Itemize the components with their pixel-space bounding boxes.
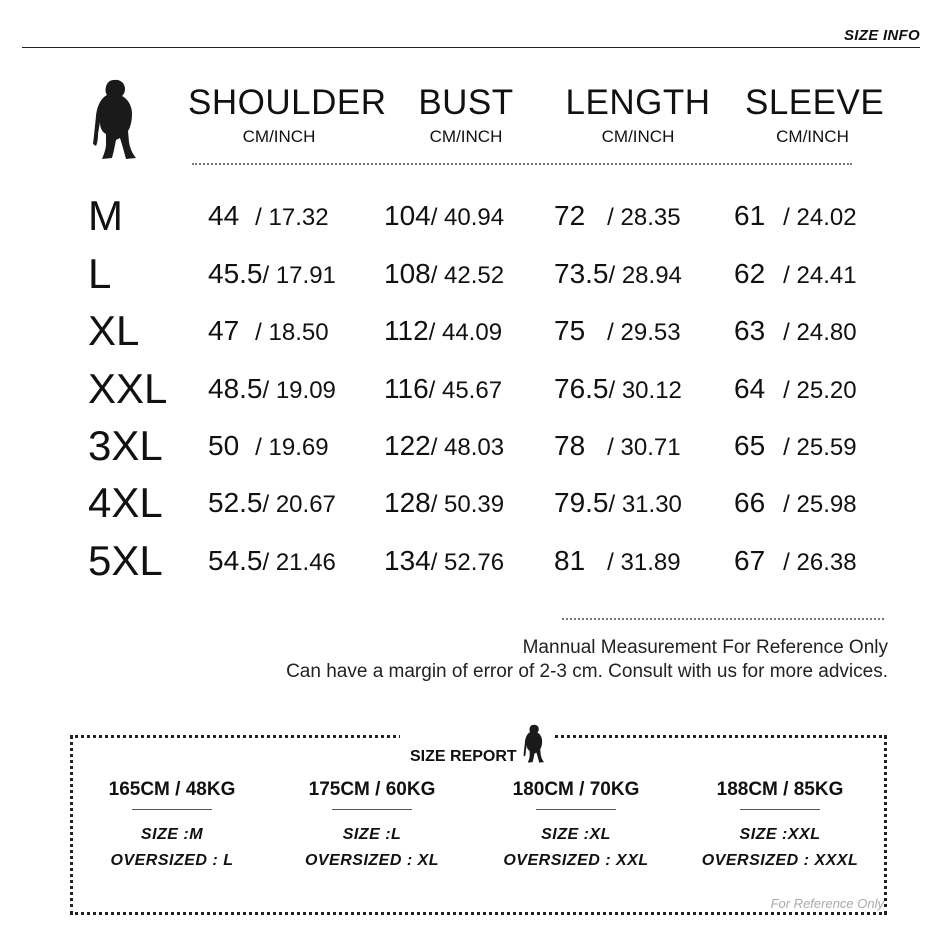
table-cell-sleeve <box>734 260 857 288</box>
inch-value: / 20.67 <box>262 491 336 518</box>
recommended-size: SIZE :M <box>140 826 204 843</box>
cm-value: 63 <box>734 315 766 346</box>
oversized-size: OVERSIZED : XL <box>304 852 440 869</box>
size-report-item <box>282 780 462 874</box>
inch-value: / 25.98 <box>783 491 857 518</box>
column-header-bust <box>390 85 542 145</box>
column-header-sleeve <box>745 83 885 146</box>
cm-value: 62 <box>734 258 766 289</box>
table-cell-length <box>554 432 681 460</box>
inch-value: / 17.32 <box>255 204 329 231</box>
table-cell-bust <box>384 375 502 403</box>
table-cell-bust <box>384 489 504 517</box>
table-cell-shoulder <box>208 202 329 230</box>
height-weight: 165CM / 48KG <box>108 779 236 800</box>
table-cell-shoulder <box>208 489 336 517</box>
size-label: 5XL <box>88 537 163 584</box>
header-dotted-divider <box>192 163 852 165</box>
column-title: BUST <box>418 83 514 122</box>
cm-value: 108 <box>384 258 431 289</box>
column-unit: CM/INCH <box>242 127 316 146</box>
cm-value: 78 <box>554 430 586 461</box>
size-info-tag: SIZE INFO <box>843 27 920 44</box>
size-report-item <box>486 780 666 874</box>
cm-value: 73.5 <box>554 258 609 289</box>
inch-value: / 21.46 <box>262 549 336 576</box>
table-cell-sleeve <box>734 547 857 575</box>
table-cell-shoulder <box>208 432 329 460</box>
table-cell-shoulder <box>208 375 336 403</box>
cm-value: 116 <box>384 373 429 404</box>
inch-value: / 28.94 <box>608 262 682 289</box>
size-label: L <box>88 250 112 297</box>
table-cell-bust <box>384 260 504 288</box>
table-cell-bust <box>384 547 504 575</box>
inch-value: / 26.38 <box>783 549 857 576</box>
table-cell-length <box>554 375 682 403</box>
inch-value: / 31.89 <box>607 549 681 576</box>
table-cell-bust <box>384 432 504 460</box>
cm-value: 64 <box>734 373 766 404</box>
size-report-item <box>690 780 870 874</box>
column-unit: CM/INCH <box>601 127 675 146</box>
table-cell-shoulder <box>208 317 329 345</box>
cm-value: 52.5 <box>208 487 263 518</box>
table-cell-length <box>554 547 681 575</box>
table-cell-shoulder <box>208 260 336 288</box>
column-unit: CM/INCH <box>429 127 503 146</box>
inch-value: / 25.20 <box>783 377 857 404</box>
table-cell-sleeve <box>734 489 857 517</box>
inch-value: / 48.03 <box>430 434 505 461</box>
cm-value: 79.5 <box>554 487 609 518</box>
cm-value: 67 <box>734 545 766 576</box>
inch-value: / 30.71 <box>607 434 681 461</box>
cm-value: 81 <box>554 545 586 576</box>
inch-value: / 31.30 <box>608 491 682 518</box>
cm-value: 122 <box>384 430 431 461</box>
inch-value: / 19.09 <box>262 377 336 404</box>
oversized-size: OVERSIZED : XXL <box>503 852 649 869</box>
cm-value: 61 <box>734 200 766 231</box>
table-cell-sleeve <box>734 317 857 345</box>
inch-value: / 24.41 <box>783 262 857 289</box>
table-cell-bust <box>384 317 502 345</box>
recommended-size: SIZE :XXL <box>739 826 821 843</box>
column-unit: CM/INCH <box>776 127 849 146</box>
table-cell-sleeve <box>734 432 857 460</box>
inch-value: / 30.12 <box>608 377 682 404</box>
table-cell-length <box>554 489 682 517</box>
inch-value: / 40.94 <box>430 204 505 231</box>
table-cell-length <box>554 260 682 288</box>
ape-figure-icon <box>523 722 545 766</box>
size-report-title <box>400 722 555 766</box>
cm-value: 47 <box>208 315 240 346</box>
size-report-item <box>82 780 262 874</box>
measurement-note: Mannual Measurement For Reference Only <box>522 637 888 658</box>
cm-value: 44 <box>208 200 240 231</box>
height-weight: 188CM / 85KG <box>716 779 844 800</box>
oversized-size: OVERSIZED : XXXL <box>701 852 859 869</box>
size-label: M <box>88 192 123 239</box>
inch-value: / 24.02 <box>783 204 857 231</box>
cm-value: 104 <box>384 200 431 231</box>
column-header-shoulder <box>188 83 387 146</box>
table-cell-length <box>554 317 681 345</box>
table-cell-sleeve <box>734 375 857 403</box>
height-weight: 180CM / 70KG <box>512 779 640 800</box>
inch-value: / 44.09 <box>428 319 503 346</box>
inch-value: / 17.91 <box>262 262 336 289</box>
column-title: SHOULDER <box>188 83 387 122</box>
reference-footnote: For Reference Only <box>770 896 884 911</box>
cm-value: 75 <box>554 315 586 346</box>
size-label: XXL <box>88 365 168 412</box>
column-title: SLEEVE <box>745 83 885 122</box>
table-cell-length <box>554 202 681 230</box>
cm-value: 72 <box>554 200 586 231</box>
cm-value: 76.5 <box>554 373 609 404</box>
item-divider <box>536 809 616 810</box>
inch-value: / 19.69 <box>255 434 329 461</box>
inch-value: / 52.76 <box>430 549 505 576</box>
ape-figure-icon <box>92 78 138 162</box>
cm-value: 112 <box>384 315 429 346</box>
recommended-size: SIZE :XL <box>541 826 611 843</box>
item-divider <box>332 809 412 810</box>
inch-value: / 42.52 <box>430 262 505 289</box>
inch-value: / 25.59 <box>783 434 857 461</box>
margin-note: Can have a margin of error of 2-3 cm. Consult with us for more advices. <box>286 661 888 682</box>
column-header-length <box>560 85 716 145</box>
cm-value: 54.5 <box>208 545 263 576</box>
item-divider <box>740 809 820 810</box>
cm-value: 65 <box>734 430 766 461</box>
inch-value: / 45.67 <box>428 377 503 404</box>
table-cell-bust <box>384 202 504 230</box>
column-title: LENGTH <box>565 83 711 122</box>
inch-value: / 24.80 <box>783 319 857 346</box>
cm-value: 50 <box>208 430 240 461</box>
table-cell-sleeve <box>734 202 857 230</box>
header-divider <box>22 47 920 48</box>
inch-value: / 29.53 <box>607 319 681 346</box>
table-cell-shoulder <box>208 547 336 575</box>
recommended-size: SIZE :L <box>342 826 402 843</box>
notes-dotted-divider <box>562 618 884 620</box>
size-label: XL <box>88 307 140 354</box>
cm-value: 66 <box>734 487 766 518</box>
cm-value: 134 <box>384 545 431 576</box>
cm-value: 128 <box>384 487 431 518</box>
oversized-size: OVERSIZED : L <box>110 852 234 869</box>
cm-value: 45.5 <box>208 258 263 289</box>
size-label: 3XL <box>88 422 163 469</box>
inch-value: / 18.50 <box>255 319 329 346</box>
size-report-label: SIZE REPORT <box>410 748 517 765</box>
cm-value: 48.5 <box>208 373 263 404</box>
item-divider <box>132 809 212 810</box>
size-label: 4XL <box>88 479 163 526</box>
height-weight: 175CM / 60KG <box>308 779 436 800</box>
inch-value: / 28.35 <box>607 204 681 231</box>
inch-value: / 50.39 <box>430 491 505 518</box>
